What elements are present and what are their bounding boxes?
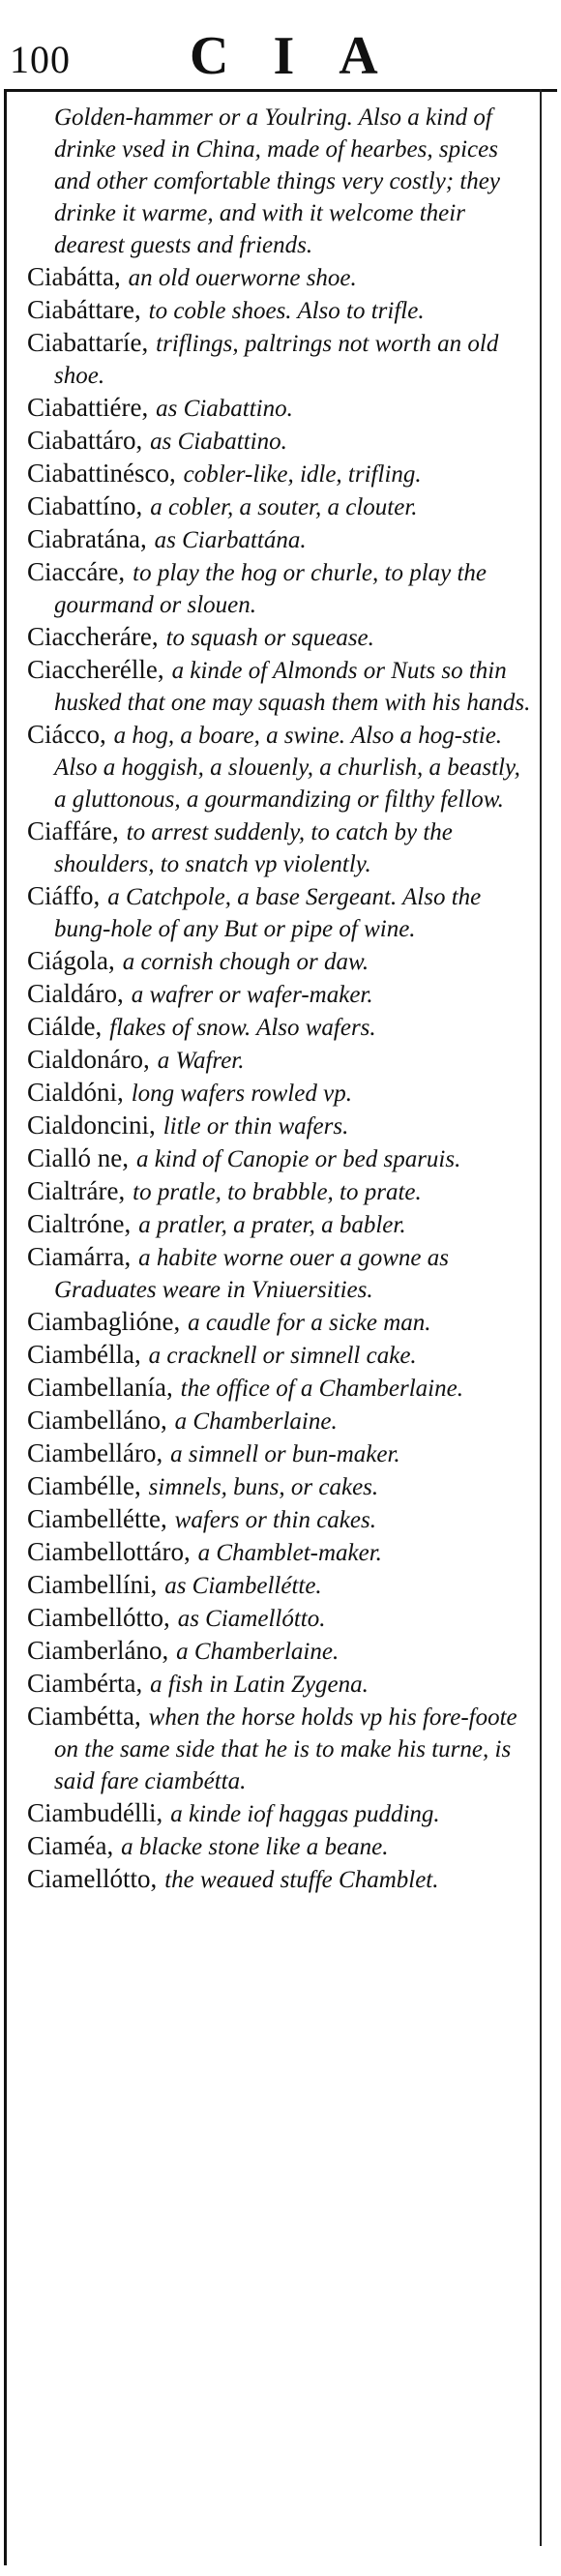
headword: Ciambellétte,: [27, 1504, 167, 1533]
definition: a pratler, a prater, a babler.: [138, 1212, 406, 1238]
dictionary-entry: [27, 1241, 532, 1306]
headword: Cialdáro,: [27, 979, 124, 1008]
definition: a cobler, a souter, a clouter.: [150, 494, 418, 520]
page-number: 100: [10, 38, 71, 81]
definition: to squash or squease.: [165, 625, 374, 651]
headword: Ciamárra,: [27, 1242, 132, 1271]
definition: Golden-hammer or a Youlring. Also a kind of drinke vsed in China, made of hearbes, spices and other comfortable things very costly; they drinke it warme, and with it welcome their dearest guests and friends.: [54, 104, 500, 258]
dictionary-entry: [27, 880, 532, 945]
running-head: CIA: [190, 26, 423, 86]
dictionary-entry: [27, 945, 532, 978]
headword: Cialló ne,: [27, 1143, 129, 1172]
headword: Ciambétta,: [27, 1702, 141, 1731]
definition: a hog, a boare, a swine. Also a hog-stie. Also a hoggish, a slouenly, a churlish, a beastly, a gluttonous, a gourmandizing or filthy fellow.: [54, 723, 520, 813]
definition: a simnell or bun-maker.: [170, 1441, 400, 1467]
headword: Ciambellótto,: [27, 1603, 170, 1632]
entry-column: [27, 101, 532, 1896]
dictionary-entry: [27, 1470, 532, 1503]
headword: Ciaméa,: [27, 1831, 114, 1860]
definition: long wafers rowled vp.: [131, 1081, 352, 1107]
headword: Ciabattiére,: [27, 393, 149, 422]
dictionary-entry: [27, 654, 532, 719]
definition: a Catchpole, a base Sergeant. Also the bung-hole of any But or pipe of wine.: [54, 884, 482, 942]
headword: Ciamellótto,: [27, 1864, 158, 1893]
definition: to pratle, to brabble, to prate.: [133, 1179, 422, 1205]
definition: a kinde of Almonds or Nuts so thin husked that one may squash them with his hands.: [54, 658, 531, 716]
headword: Ciambelláno,: [27, 1406, 167, 1435]
dictionary-entry: [27, 1602, 532, 1635]
dictionary-entry: [27, 978, 532, 1011]
definition: a Wafrer.: [157, 1048, 245, 1074]
definition: triflings, paltrings not worth an old shoe.: [54, 331, 499, 389]
definition: as Ciabattino.: [150, 429, 287, 455]
definition: a caudle for a sicke man.: [188, 1310, 431, 1336]
dictionary-entry: [27, 1142, 532, 1175]
dictionary-entry: [27, 523, 532, 556]
definition: a blacke stone like a beane.: [121, 1834, 389, 1860]
dictionary-entry: [27, 1077, 532, 1110]
headword: Ciambellottáro,: [27, 1537, 191, 1566]
definition: a kinde iof haggas pudding.: [170, 1801, 440, 1827]
headword: Ciabattinésco,: [27, 459, 176, 488]
definition: a cracknell or simnell cake.: [148, 1343, 417, 1369]
headword: Cialtróne,: [27, 1209, 132, 1238]
dictionary-entry: [27, 719, 532, 815]
headword: Ciabattaríe,: [27, 328, 149, 357]
headword: Ciambaglióne,: [27, 1307, 181, 1336]
headword: Ciambélle,: [27, 1471, 141, 1500]
dictionary-entry: [27, 1863, 532, 1896]
dictionary-entry: [27, 1701, 532, 1797]
page-header: [6, 10, 557, 97]
left-rule: [4, 89, 7, 2565]
definition: the office of a Chamberlaine.: [180, 1376, 463, 1402]
headword: Ciambudélli,: [27, 1798, 163, 1827]
definition: the weaued stuffe Chamblet.: [164, 1867, 439, 1893]
headword: Cialtráre,: [27, 1176, 126, 1205]
dictionary-entry: [27, 1437, 532, 1470]
definition: a habite worne ouer a gowne as Graduates weare in Vniuersities.: [54, 1245, 449, 1303]
definition: wafers or thin cakes.: [174, 1507, 376, 1533]
dictionary-entry: [27, 815, 532, 880]
definition: to coble shoes. Also to trifle.: [148, 298, 425, 324]
headword: Ciaccáre,: [27, 557, 126, 586]
definition: a kind of Canopie or bed sparuis.: [135, 1146, 461, 1172]
dictionary-entry: [27, 1569, 532, 1602]
dictionary-entry: [27, 1175, 532, 1208]
adjacent-column-edge: [547, 97, 561, 2563]
dictionary-entry: [27, 1044, 532, 1077]
dictionary-entry: [27, 1011, 532, 1044]
headword: Ciabátta,: [27, 262, 121, 291]
headword: Cialdonáro,: [27, 1045, 150, 1074]
definition: as Ciabattino.: [156, 396, 293, 422]
definition: a Chamberlaine.: [176, 1639, 340, 1665]
dictionary-entry: [27, 101, 532, 261]
headword: Cialdóni,: [27, 1078, 124, 1107]
headword: Ciaccheráre,: [27, 622, 159, 651]
headword: Ciambellanía,: [27, 1373, 173, 1402]
dictionary-entry: [27, 1536, 532, 1569]
headword: Ciálde,: [27, 1012, 103, 1041]
definition: to arrest suddenly, to catch by the shoulders, to snatch vp violently.: [54, 819, 453, 877]
dictionary-entry: [27, 1208, 532, 1241]
dictionary-entry: [27, 261, 532, 294]
dictionary-entry: [27, 327, 532, 392]
definition: a cornish chough or daw.: [122, 949, 369, 975]
dictionary-entry: [27, 1372, 532, 1405]
dictionary-entry: [27, 556, 532, 621]
top-rule: [4, 89, 557, 92]
definition: simnels, buns, or cakes.: [148, 1474, 379, 1500]
headword: Ciabratána,: [27, 524, 147, 553]
definition: flakes of snow. Also wafers.: [109, 1015, 376, 1041]
dictionary-entry: [27, 1797, 532, 1830]
dictionary-entry: [27, 392, 532, 425]
dictionary-entry: [27, 621, 532, 654]
definition: a fish in Latin Zygena.: [150, 1672, 369, 1698]
dictionary-entry: [27, 1405, 532, 1437]
dictionary-entry: [27, 425, 532, 458]
headword: Ciágola,: [27, 946, 115, 975]
definition: as Ciarbattána.: [154, 527, 307, 553]
headword: Ciamberláno,: [27, 1636, 169, 1665]
dictionary-entry: [27, 1830, 532, 1863]
definition: as Ciamellótto.: [177, 1606, 326, 1632]
headword: Ciabáttare,: [27, 295, 141, 324]
headword: Ciambellíni,: [27, 1570, 158, 1599]
definition: a Chamberlaine.: [174, 1408, 338, 1435]
dictionary-entry: [27, 458, 532, 490]
headword: Ciácco,: [27, 720, 106, 749]
headword: Ciáffo,: [27, 881, 101, 910]
headword: Ciaccherélle,: [27, 655, 164, 684]
headword: Cialdoncini,: [27, 1110, 156, 1140]
column-divider: [540, 89, 542, 2546]
headword: Ciabattíno,: [27, 491, 143, 520]
dictionary-entry: [27, 1503, 532, 1536]
definition: when the horse holds vp his fore-foote on the same side that he is to make his turne, is said fare ciambétta.: [54, 1704, 517, 1794]
definition: cobler-like, idle, trifling.: [183, 461, 422, 488]
dictionary-entry: [27, 294, 532, 327]
definition: to play the hog or churle, to play the gourmand or slouen.: [54, 560, 487, 618]
headword: Ciaffáre,: [27, 816, 119, 845]
headword: Ciambelláro,: [27, 1438, 163, 1467]
definition: a wafrer or wafer-maker.: [131, 982, 373, 1008]
headword: Ciabattáro,: [27, 426, 143, 455]
dictionary-entry: [27, 1339, 532, 1372]
headword: Ciambélla,: [27, 1340, 141, 1369]
definition: an old ouerworne shoe.: [128, 265, 357, 291]
definition: a Chamblet-maker.: [197, 1540, 382, 1566]
dictionary-entry: [27, 1668, 532, 1701]
dictionary-entry: [27, 1306, 532, 1339]
dictionary-entry: [27, 490, 532, 523]
dictionary-entry: [27, 1635, 532, 1668]
dictionary-entry: [27, 1110, 532, 1142]
definition: litle or thin wafers.: [162, 1113, 349, 1140]
headword: Ciambérta,: [27, 1669, 143, 1698]
definition: as Ciambellétte.: [164, 1573, 322, 1599]
